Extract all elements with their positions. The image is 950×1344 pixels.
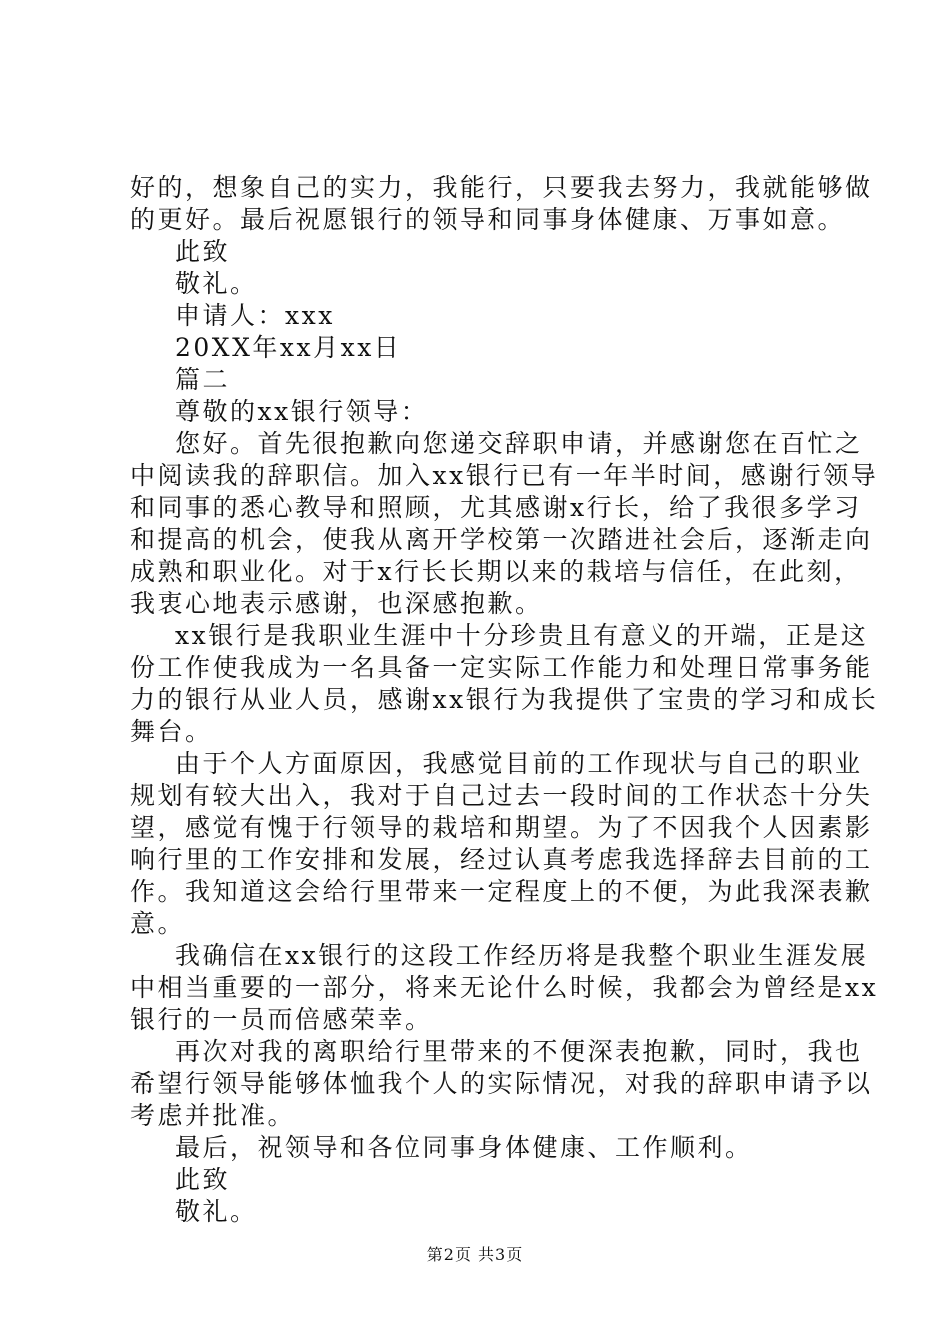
text-line: 由于个人方面原因，我感觉目前的工作现状与自己的职业 bbox=[175, 749, 863, 778]
text-line: 您好。首先很抱歉向您递交辞职申请，并感谢您在百忙之 bbox=[175, 429, 863, 458]
letter-body bbox=[130, 172, 879, 1228]
text-line: 成熟和职业化。对于x行长长期以来的栽培与信任，在此刻， bbox=[130, 557, 862, 586]
text-line: 力的银行从业人员，感谢xx银行为我提供了宝贵的学习和成长 bbox=[130, 685, 879, 714]
text-line: 此致 bbox=[175, 1165, 231, 1194]
text-line: xx银行是我职业生涯中十分珍贵且有意义的开端，正是这 bbox=[175, 621, 869, 650]
text-line: 希望行领导能够体恤我个人的实际情况，对我的辞职申请予以 bbox=[130, 1069, 873, 1098]
text-line: 舞台。 bbox=[130, 717, 213, 746]
text-line: 规划有较大出入，我对于自己过去一段时间的工作状态十分失 bbox=[130, 781, 873, 810]
text-line: 最后，祝领导和各位同事身体健康、工作顺利。 bbox=[175, 1133, 753, 1162]
page-footer: 第2页 共3页 bbox=[426, 1245, 524, 1264]
text-line: 再次对我的离职给行里带来的不便深表抱歉，同时，我也 bbox=[175, 1037, 863, 1066]
text-line: 意。 bbox=[130, 909, 186, 938]
text-line: 申请人：xxx bbox=[175, 301, 335, 330]
text-line: 此致 bbox=[175, 237, 231, 266]
text-line: 的更好。最后祝愿银行的领导和同事身体健康、万事如意。 bbox=[130, 205, 846, 234]
text-line: 好的，想象自己的实力，我能行，只要我去努力，我就能够做 bbox=[130, 173, 873, 202]
text-line: 20XX年xx月xx日 bbox=[175, 333, 402, 362]
text-line: 尊敬的xx银行领导： bbox=[175, 397, 429, 426]
text-line: 中阅读我的辞职信。加入xx银行已有一年半时间，感谢行领导 bbox=[130, 461, 879, 490]
text-line: 作。我知道这会给行里带来一定程度上的不便，为此我深表歉 bbox=[130, 877, 873, 906]
text-line: 我衷心地表示感谢，也深感抱歉。 bbox=[130, 589, 543, 618]
text-line: 中相当重要的一部分，将来无论什么时候，我都会为曾经是xx bbox=[130, 973, 879, 1002]
text-line: 考虑并批准。 bbox=[130, 1101, 296, 1130]
text-line: 敬礼。 bbox=[175, 269, 258, 298]
text-line: 敬礼。 bbox=[175, 1197, 258, 1226]
text-line: 我确信在xx银行的这段工作经历将是我整个职业生涯发展 bbox=[175, 941, 869, 970]
text-line: 和提高的机会，使我从离开学校第一次踏进社会后，逐渐走向 bbox=[130, 525, 873, 554]
text-line: 望，感觉有愧于行领导的栽培和期望。为了不因我个人因素影 bbox=[130, 813, 873, 842]
text-line: 篇二 bbox=[175, 365, 231, 394]
text-line: 响行里的工作安排和发展，经过认真考虑我选择辞去目前的工 bbox=[130, 845, 873, 874]
text-line: 银行的一员而倍感荣幸。 bbox=[130, 1005, 433, 1034]
text-line: 份工作使我成为一名具备一定实际工作能力和处理日常事务能 bbox=[130, 653, 873, 682]
text-line: 和同事的悉心教导和照顾，尤其感谢x行长，给了我很多学习 bbox=[130, 493, 862, 522]
